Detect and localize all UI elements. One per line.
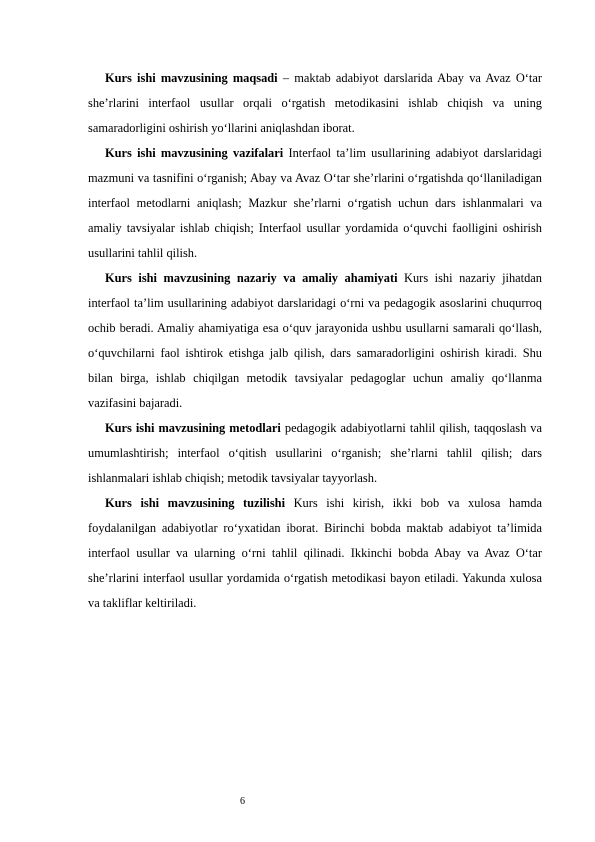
paragraph-methods — [88, 416, 542, 491]
paragraph-goal — [88, 66, 542, 141]
paragraph-text: Kurs ishi nazariy jihatdan interfaol ta’lim usullarining adabiyot darslaridagi o‘rni va pedagogik asoslarini chuqurroq ochib beradi. Amaliy ahamiyatiga esa o‘quv jarayonida ushbu usullarni samarali qo‘llash, o‘quvchilarni faol ishtirok etishga jalb qilish, dars samaradorligini oshirish kiradi. Shu bilan birga, ishlab chiqilgan metodik tavsiyalar pedagoglar uchun amaliy qo‘llanma vazifasini bajaradi. — [88, 271, 542, 410]
paragraph-text: Kurs ishi kirish, ikki bob va xulosa hamda foydalanilgan adabiyotlar ro‘yxatidan iborat. Birinchi bobda maktab adabiyot ta’limida interfaol usullar va ularning o‘rni tahlil qilinadi. Ikkinchi bobda Abay va Avaz O‘tar she’rlarini interfaol usullar yordamida o‘rgatish metodikasi bayon etiladi. Yakunda xulosa va takliflar keltiriladi. — [88, 496, 543, 610]
paragraph-heading: Kurs ishi mavzusining maqsadi — [105, 71, 278, 85]
paragraph-heading: Kurs ishi mavzusining tuzilishi — [105, 496, 286, 510]
page-number: 6 — [240, 796, 245, 807]
paragraph-tasks — [88, 141, 542, 266]
paragraph-heading: Kurs ishi mavzusining nazariy va amaliy ahamiyati — [105, 271, 398, 285]
paragraph-structure — [88, 491, 542, 616]
paragraph-text: pedagogik adabiyotlarni tahlil qilish, taqqoslash va umumlashtirish; interfaol o‘qitish usullarini o‘rganish; she’rlarni tahlil qilish; dars ishlanmalari ishlab chiqish; metodik tavsiyalar tayyorlash. — [88, 421, 542, 485]
document-body — [88, 66, 542, 616]
paragraph-text: Interfaol ta’lim usullarining adabiyot darslaridagi mazmuni va tasnifini o‘rganish; Abay va Avaz O‘tar she’rlarini o‘rgatishda qo‘llaniladigan interfaol metodlarni aniqlash; Mazkur she’rlarni o‘rgatish uchun dars ishlanmalari va amaliy tavsiyalar ishlab chiqish; Interfaol usullar yordamida o‘quvchi faolligini oshirish usullarini tahlil qilish. — [88, 146, 542, 260]
paragraph-text: – maktab adabiyot darslarida Abay va Avaz O‘tar she’rlarini interfaol usullar orqali o‘rgatish metodikasini ishlab chiqish va uning samaradorligini oshirish yo‘llarini aniqlashdan iborat. — [88, 71, 542, 135]
paragraph-heading: Kurs ishi mavzusining vazifalari — [105, 146, 284, 160]
paragraph-heading: Kurs ishi mavzusining metodlari — [105, 421, 281, 435]
paragraph-significance — [88, 266, 542, 416]
